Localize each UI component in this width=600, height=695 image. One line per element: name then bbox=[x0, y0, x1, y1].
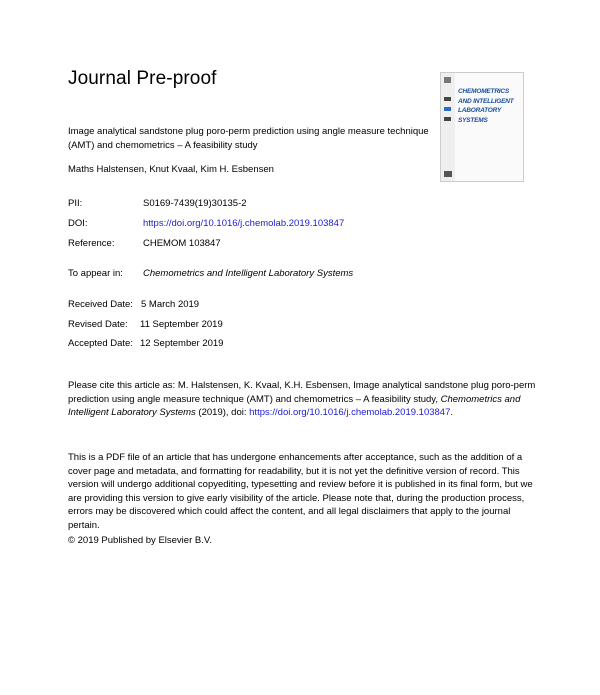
cover-title-line: LABORATORY bbox=[458, 107, 502, 114]
journal-cover-thumbnail bbox=[440, 72, 524, 182]
revised-value: 11 September 2019 bbox=[140, 319, 223, 330]
received-label: Received Date: bbox=[68, 299, 133, 310]
doi-label: DOI: bbox=[68, 218, 88, 229]
received-value: 5 March 2019 bbox=[141, 299, 200, 310]
citation-middle: (2019), doi: bbox=[195, 407, 250, 418]
citation-prefix: Please cite this article as: M. Halstensen, K. Kvaal, K.H. Esbensen, Image analytical sandstone plug poro-perm prediction using angle measure technique (AMT) and chemometrics – A feasibility study, bbox=[68, 380, 536, 405]
accepted-label: Accepted Date: bbox=[68, 338, 133, 349]
pii-value: S0169-7439(19)30135-2 bbox=[143, 198, 247, 209]
cover-journal-title bbox=[458, 87, 522, 125]
publisher-logo-strip bbox=[441, 73, 455, 181]
copyright-notice: © 2019 Published by Elsevier B.V. bbox=[68, 535, 212, 546]
pii-label: PII: bbox=[68, 198, 83, 209]
reference-label: Reference: bbox=[68, 238, 115, 249]
received-row bbox=[68, 299, 199, 310]
pii-row bbox=[68, 198, 247, 209]
reference-value: CHEMOM 103847 bbox=[143, 238, 221, 249]
cover-title-line: AND INTELLIGENT bbox=[458, 97, 514, 105]
appear-row bbox=[68, 268, 353, 279]
page-heading: Journal Pre-proof bbox=[68, 68, 217, 89]
cover-title-line: CHEMOMETRICS bbox=[458, 88, 510, 95]
revised-label: Revised Date: bbox=[68, 319, 128, 330]
reference-row bbox=[68, 238, 221, 249]
doi-row bbox=[68, 218, 344, 229]
disclaimer-paragraph: This is a PDF file of an article that has undergone enhancements after acceptance, such as the addition of a cover page and metadata, and formatting for readability, but it is not yet the definitive version of record. This version will undergo additional copyediting, typesetting and review before it is published in its final form, but we are providing this version to give early visibility of the article. Please note that, during the production process, errors may be discovered which could affect the content, and all legal disclaimers that apply to the journal pertain. bbox=[68, 452, 533, 531]
cover-title-line: SYSTEMS bbox=[458, 116, 488, 124]
accepted-value: 12 September 2019 bbox=[140, 338, 224, 349]
article-authors: Maths Halstensen, Knut Kvaal, Kim H. Esbensen bbox=[68, 164, 274, 175]
citation-suffix: . bbox=[450, 407, 454, 418]
revised-row bbox=[68, 319, 223, 330]
doi-link[interactable]: https://doi.org/10.1016/j.chemolab.2019.103847 bbox=[143, 218, 345, 229]
citation-journal: Chemometrics and Intelligent Laboratory Systems bbox=[68, 393, 521, 418]
article-title: Image analytical sandstone plug poro-perm prediction using angle measure technique (AMT) and chemometrics – A feasibility study bbox=[68, 126, 429, 151]
citation-paragraph bbox=[68, 379, 538, 420]
citation-doi-link[interactable]: https://doi.org/10.1016/j.chemolab.2019.103847 bbox=[249, 407, 451, 418]
appear-label: To appear in: bbox=[68, 268, 123, 279]
appear-value: Chemometrics and Intelligent Laboratory Systems bbox=[143, 268, 354, 279]
accepted-row bbox=[68, 338, 223, 349]
